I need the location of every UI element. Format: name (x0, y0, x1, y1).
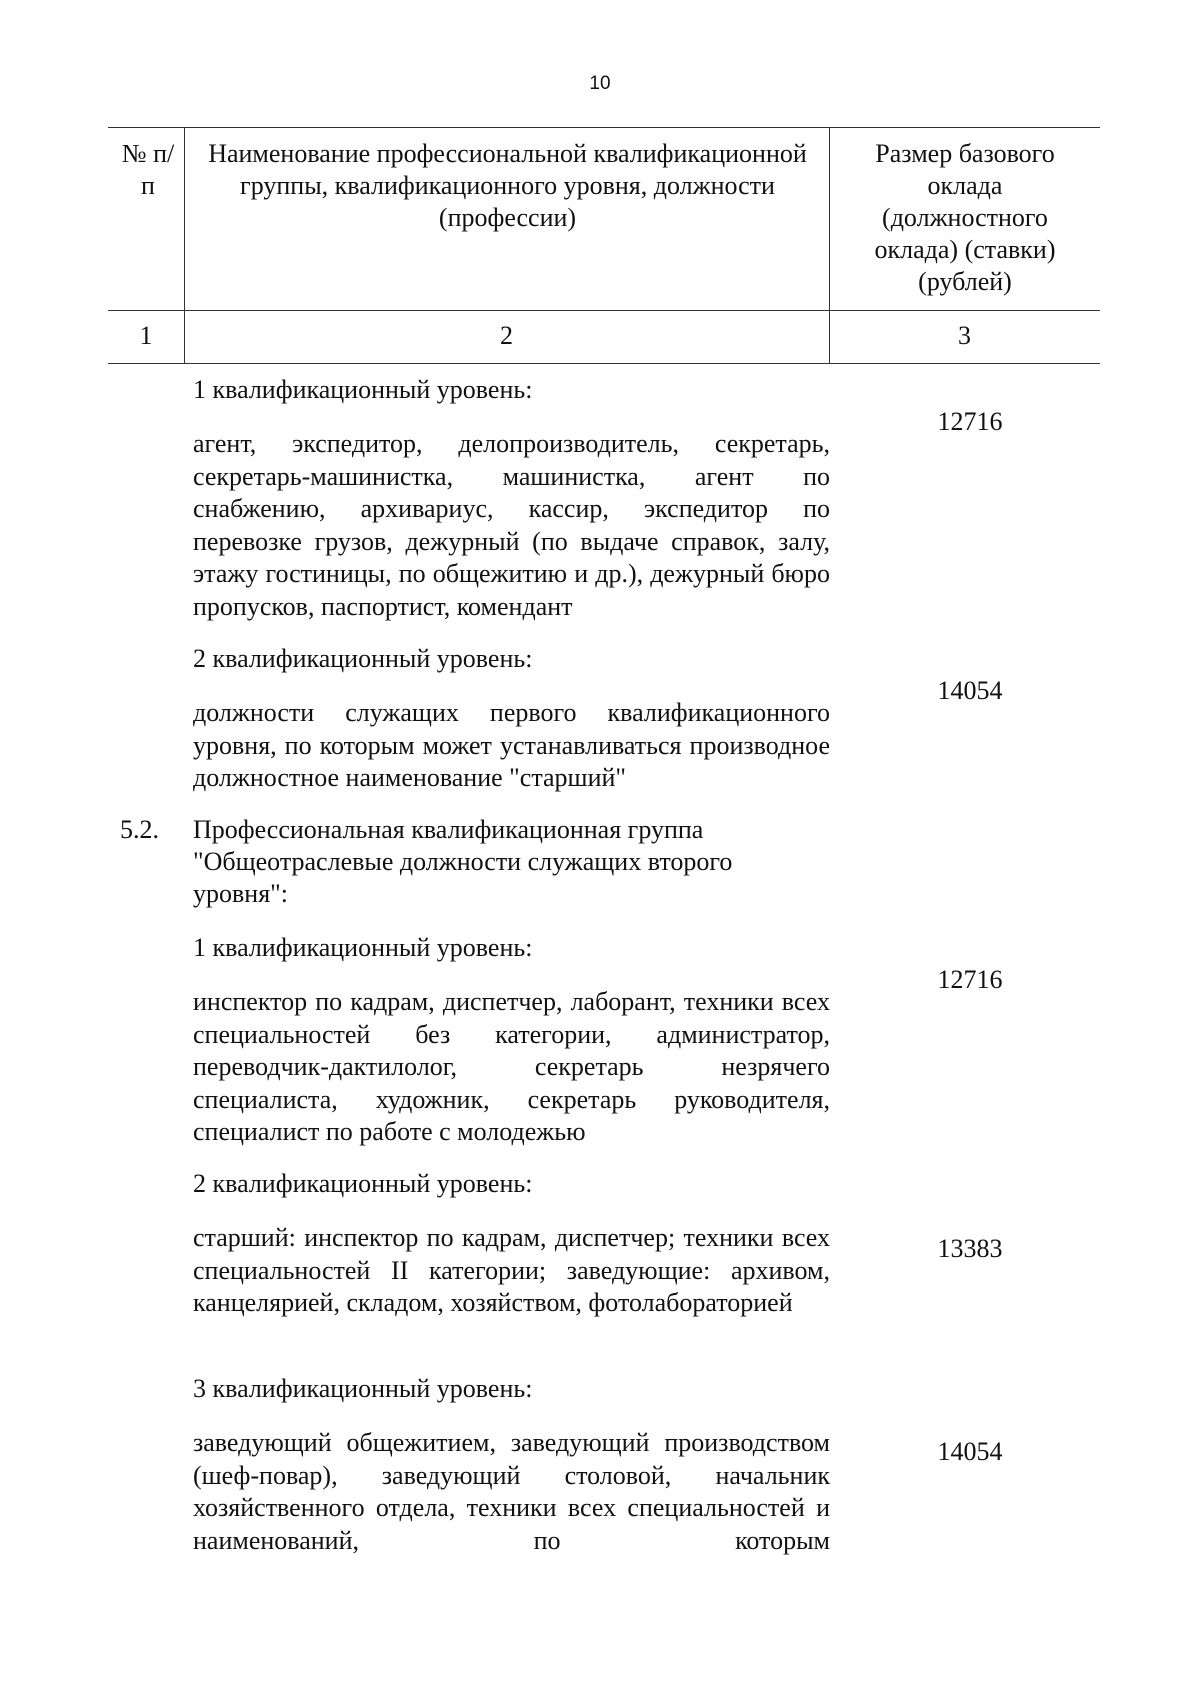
qualification-level: 2 квалификационный уровень: (193, 644, 533, 673)
column-number-2: 2 (500, 321, 513, 350)
positions-text: старший: инспектор по кадрам, диспетчер; техники всех специальностей II категории; заведующие: архивом, канцелярией, складом, хозяйством, фотолабораторией (193, 1223, 830, 1317)
qualification-level: 2 квалификационный уровень: (193, 1169, 533, 1198)
page-number: 10 (589, 73, 611, 94)
header-bottom-border (108, 310, 1100, 311)
header-name: Наименование профессиональной квалификационной группы, квалификационного уровня, должности (профессии) (208, 139, 807, 232)
qualification-level: 1 квалификационный уровень: (193, 933, 533, 962)
table-top-border (108, 127, 1100, 128)
column-number-3: 3 (958, 321, 971, 350)
header-salary: Размер базового оклада (должностного оклада) (ставки) (рублей) (874, 139, 1056, 296)
salary-value: 14054 (937, 676, 1003, 705)
qualification-level: 3 квалификационный уровень: (193, 1374, 533, 1403)
positions-text: инспектор по кадрам, диспетчер, лаборант, техники всех специальностей без категории, администратор, переводчик-дактилолог, секретарь незрячего специалиста, художник, секретарь руководителя, специалист по работе с молодежью (193, 987, 830, 1146)
salary-value: 12716 (937, 965, 1003, 994)
group-title: Профессиональная квалификационная группа "Общеотраслевые должности служащих второго уровня": (193, 815, 733, 908)
positions-text: заведующий общежитием, заведующий производством (шеф-повар), заведующий столовой, начальник хозяйственного отдела, техники всех специальностей и наименований, по которым (193, 1428, 830, 1555)
group-number: 5.2. (120, 815, 159, 844)
qualification-level: 1 квалификационный уровень: (193, 375, 533, 404)
column-numbers-bottom-border (108, 363, 1100, 364)
positions-text: агент, экспедитор, делопроизводитель, секретарь, секретарь-машинистка, машинистка, агент по снабжению, архивариус, кассир, экспедитор по перевозке грузов, дежурный (по выдаче справок, залу, этажу гостиницы, по общежитию и др.), дежурный бюро пропусков, паспортист, комендант (193, 429, 830, 621)
salary-value: 14054 (937, 1437, 1003, 1466)
positions-text: должности служащих первого квалификационного уровня, по которым может устанавливаться производное должностное наименование "старший" (193, 698, 830, 792)
salary-value: 12716 (937, 407, 1003, 436)
header-number: № п/п (121, 139, 175, 200)
salary-value: 13383 (937, 1234, 1003, 1263)
column-number-1: 1 (139, 321, 153, 350)
